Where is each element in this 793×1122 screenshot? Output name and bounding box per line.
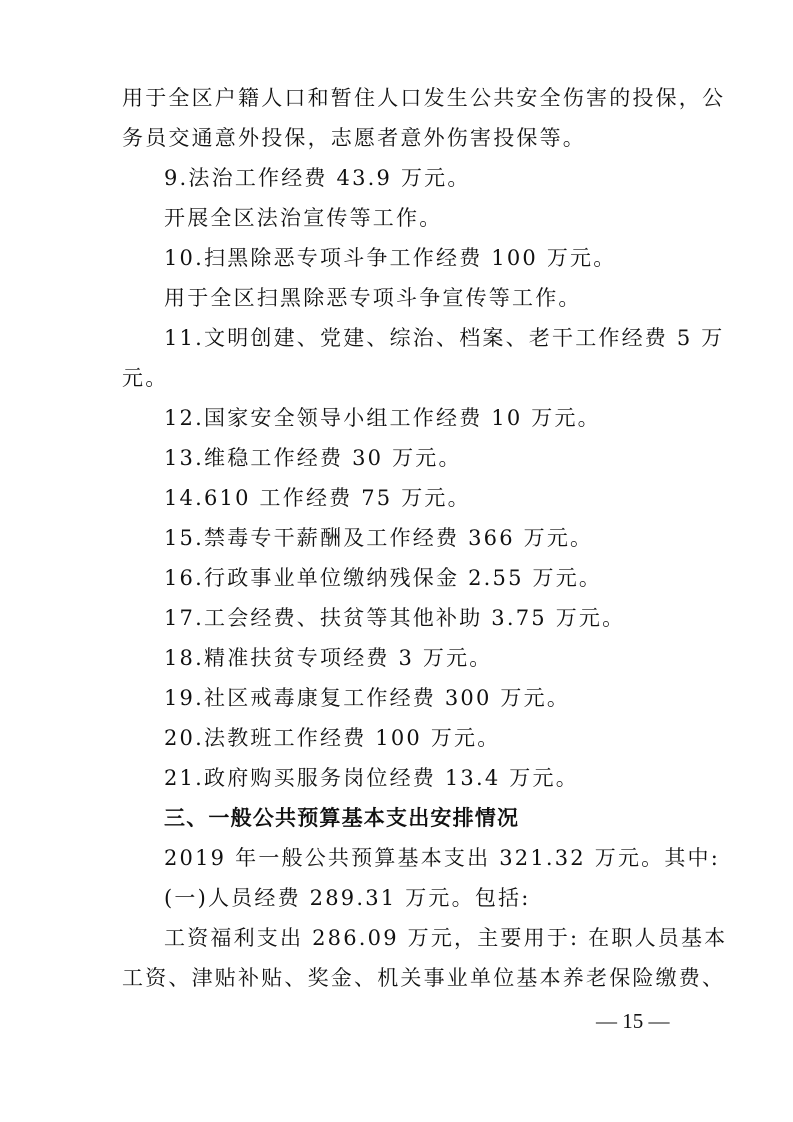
subsection-heading: (一)人员经费 289.31 万元。包括:	[164, 886, 531, 910]
list-item: 19.社区戒毒康复工作经费 300 万元。	[164, 686, 571, 710]
list-item: 21.政府购买服务岗位经费 13.4 万元。	[164, 766, 579, 790]
list-item: 10.扫黑除恶专项斗争工作经费 100 万元。	[164, 246, 617, 270]
paragraph-line: 开展全区法治宣传等工作。	[164, 206, 443, 230]
paragraph-line: 工资、津贴补贴、奖金、机关事业单位基本养老保险缴费、	[122, 966, 726, 990]
list-item: 12.国家安全领导小组工作经费 10 万元。	[164, 406, 601, 430]
paragraph-line: 2019 年一般公共预算基本支出 321.32 万元。其中:	[164, 846, 721, 870]
list-item: 9.法治工作经费 43.9 万元。	[164, 166, 471, 190]
list-item: 16.行政事业单位缴纳残保金 2.55 万元。	[164, 566, 603, 590]
list-item: 15.禁毒专干薪酬及工作经费 366 万元。	[164, 526, 594, 550]
list-item: 18.精准扶贫专项经费 3 万元。	[164, 646, 493, 670]
paragraph-line: 工资福利支出 286.09 万元，主要用于: 在职人员基本	[164, 926, 728, 950]
list-item: 13.维稳工作经费 30 万元。	[164, 446, 462, 470]
paragraph-line: 元。	[122, 366, 169, 390]
list-item: 14.610 工作经费 75 万元。	[164, 486, 471, 510]
paragraph-line: 用于全区户籍人口和暂住人口发生公共安全伤害的投保，公	[122, 86, 726, 110]
list-item: 11.文明创建、党建、综治、档案、老干工作经费 5 万	[164, 326, 725, 350]
list-item: 17.工会经费、扶贫等其他补助 3.75 万元。	[164, 606, 626, 630]
page-number: — 15 —	[596, 1009, 670, 1033]
list-item: 20.法教班工作经费 100 万元。	[164, 726, 501, 750]
paragraph-line: 务员交通意外投保，志愿者意外伤害投保等。	[122, 126, 586, 150]
paragraph-line: 用于全区扫黑除恶专项斗争宣传等工作。	[164, 286, 582, 310]
section-heading: 三、一般公共预算基本支出安排情况	[164, 806, 520, 830]
